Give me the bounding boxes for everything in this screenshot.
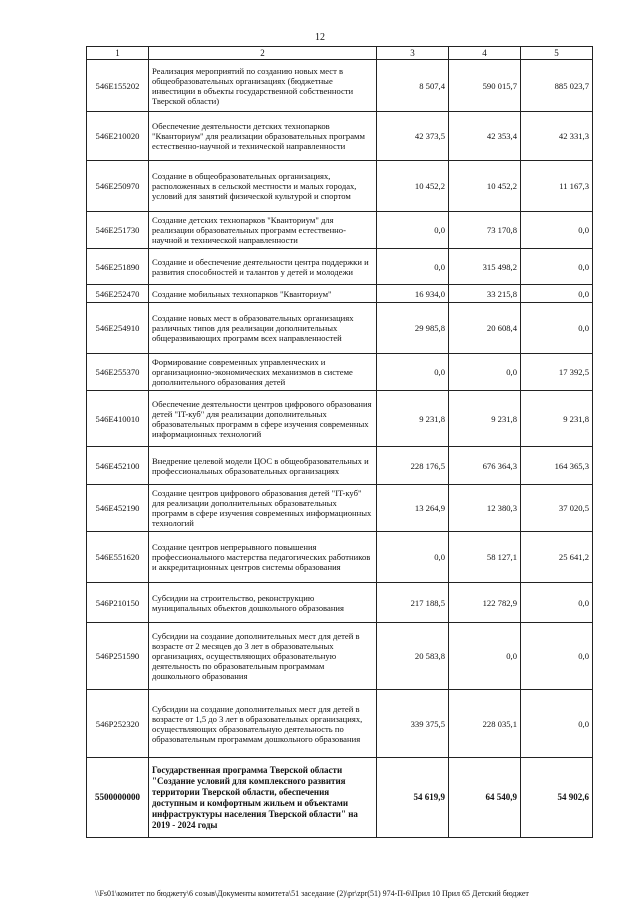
table-row — [87, 583, 593, 623]
value-2024-cell: 164 365,3 — [521, 447, 593, 485]
item-name-cell: Создание и обеспечение деятельности центра поддержки и развития способностей и талантов у детей и молодежи — [149, 249, 377, 285]
value-2023-cell: 73 170,8 — [449, 212, 521, 249]
table-row — [87, 485, 593, 532]
item-name-cell: Создание центров непрерывного повышения профессионального мастерства педагогических работников и аккредитационных центров системы образования — [149, 532, 377, 583]
budget-code-cell: 546E251730 — [87, 212, 149, 249]
value-2024-cell: 0,0 — [521, 583, 593, 623]
item-name-cell: Создание центров цифрового образования детей "IT-куб" для реализации дополнительных образовательных программ в сфере изучения современных информационных технологий — [149, 485, 377, 532]
value-2023-cell: 122 782,9 — [449, 583, 521, 623]
table-row — [87, 447, 593, 485]
budget-code-cell: 546E255370 — [87, 354, 149, 391]
item-name-cell: Формирование современных управленческих и организационно-экономических механизмов в системе дополнительного образования детей — [149, 354, 377, 391]
value-2022-cell: 29 985,8 — [377, 303, 449, 354]
table-row — [87, 212, 593, 249]
value-2024-cell: 0,0 — [521, 690, 593, 758]
value-2023-cell: 228 035,1 — [449, 690, 521, 758]
table-row — [87, 285, 593, 303]
value-2024-cell: 54 902,6 — [521, 758, 593, 838]
column-header: 1 — [87, 47, 149, 60]
column-header: 2 — [149, 47, 377, 60]
value-2024-cell: 0,0 — [521, 285, 593, 303]
item-name-cell: Субсидии на создание дополнительных мест для детей в возрасте от 1,5 до 3 лет в образовательных организациях, осуществляющих образовательную деятельность по образовательным программам дошкольного образования — [149, 690, 377, 758]
value-2023-cell: 0,0 — [449, 623, 521, 690]
table-row — [87, 303, 593, 354]
item-name-cell: Создание мобильных технопарков "Кванториум" — [149, 285, 377, 303]
value-2022-cell: 0,0 — [377, 212, 449, 249]
budget-code-cell: 546E210020 — [87, 112, 149, 161]
item-name-cell: Создание новых мест в образовательных организациях различных типов для реализации дополнительных общеразвивающих программ всех направленностей — [149, 303, 377, 354]
budget-code-cell: 546E551620 — [87, 532, 149, 583]
value-2024-cell: 9 231,8 — [521, 391, 593, 447]
value-2024-cell: 25 641,2 — [521, 532, 593, 583]
value-2023-cell: 64 540,9 — [449, 758, 521, 838]
value-2022-cell: 20 583,8 — [377, 623, 449, 690]
value-2022-cell: 8 507,4 — [377, 60, 449, 112]
budget-code-cell: 546E155202 — [87, 60, 149, 112]
item-name-cell: Субсидии на строительство, реконструкцию муниципальных объектов дошкольного образования — [149, 583, 377, 623]
item-name-cell: Обеспечение деятельности центров цифрового образования детей "IT-куб" для реализации дополнительных образовательных программ в сфере изучения современных информационных технологий — [149, 391, 377, 447]
budget-code-cell: 546E254910 — [87, 303, 149, 354]
budget-code-cell: 546E452100 — [87, 447, 149, 485]
value-2022-cell: 339 375,5 — [377, 690, 449, 758]
item-name-cell: Государственная программа Тверской области "Создание условий для комплексного развития территории Тверской области, обеспечения доступным и комфортным жильем и объектами инфраструктуры населения Тверской области" на 2019 - 2024 годы — [149, 758, 377, 838]
budget-code-cell: 546E410010 — [87, 391, 149, 447]
value-2024-cell: 37 020,5 — [521, 485, 593, 532]
value-2024-cell: 0,0 — [521, 249, 593, 285]
table-row — [87, 60, 593, 112]
table-row — [87, 112, 593, 161]
value-2023-cell: 676 364,3 — [449, 447, 521, 485]
table-row — [87, 391, 593, 447]
budget-code-cell: 546P252320 — [87, 690, 149, 758]
value-2023-cell: 12 380,3 — [449, 485, 521, 532]
value-2022-cell: 16 934,0 — [377, 285, 449, 303]
value-2022-cell: 42 373,5 — [377, 112, 449, 161]
value-2023-cell: 33 215,8 — [449, 285, 521, 303]
table-row — [87, 532, 593, 583]
value-2023-cell: 590 015,7 — [449, 60, 521, 112]
budget-code-cell: 5500000000 — [87, 758, 149, 838]
table-header-row — [87, 47, 593, 60]
item-name-cell: Реализация мероприятий по созданию новых мест в общеобразовательных организациях (бюджетные инвестиции в объекты государственной собственности Тверской области) — [149, 60, 377, 112]
table-row — [87, 690, 593, 758]
value-2024-cell: 17 392,5 — [521, 354, 593, 391]
value-2024-cell: 0,0 — [521, 212, 593, 249]
value-2022-cell: 9 231,8 — [377, 391, 449, 447]
table-row — [87, 249, 593, 285]
column-header: 3 — [377, 47, 449, 60]
item-name-cell: Создание детских технопарков "Кванториум" для реализации образовательных программ естественно-научной и технической направленности — [149, 212, 377, 249]
value-2022-cell: 0,0 — [377, 249, 449, 285]
value-2022-cell: 13 264,9 — [377, 485, 449, 532]
value-2022-cell: 0,0 — [377, 354, 449, 391]
column-header: 4 — [449, 47, 521, 60]
value-2023-cell: 315 498,2 — [449, 249, 521, 285]
value-2023-cell: 42 353,4 — [449, 112, 521, 161]
value-2022-cell: 10 452,2 — [377, 161, 449, 212]
budget-code-cell: 546E251890 — [87, 249, 149, 285]
value-2022-cell: 217 188,5 — [377, 583, 449, 623]
value-2024-cell: 885 023,7 — [521, 60, 593, 112]
item-name-cell: Создание в общеобразовательных организациях, расположенных в сельской местности и малых городах, условий для занятий физической культурой и спортом — [149, 161, 377, 212]
value-2024-cell: 11 167,3 — [521, 161, 593, 212]
value-2024-cell: 42 331,3 — [521, 112, 593, 161]
table-row — [87, 623, 593, 690]
file-path-footer: \\Fs01\комитет по бюджету\6 созыв\Документы комитета\51 заседание (2)\pr\zpr(51) 974-П-6\Прил 10 Прил 65 Детский бюджет — [95, 889, 529, 898]
page-number: 12 — [315, 32, 325, 43]
table-row — [87, 354, 593, 391]
value-2023-cell: 20 608,4 — [449, 303, 521, 354]
value-2022-cell: 228 176,5 — [377, 447, 449, 485]
value-2023-cell: 0,0 — [449, 354, 521, 391]
table-row — [87, 758, 593, 838]
value-2024-cell: 0,0 — [521, 303, 593, 354]
value-2022-cell: 54 619,9 — [377, 758, 449, 838]
budget-code-cell: 546E252470 — [87, 285, 149, 303]
value-2024-cell: 0,0 — [521, 623, 593, 690]
column-header: 5 — [521, 47, 593, 60]
value-2022-cell: 0,0 — [377, 532, 449, 583]
budget-code-cell: 546E452190 — [87, 485, 149, 532]
value-2023-cell: 9 231,8 — [449, 391, 521, 447]
budget-code-cell: 546P251590 — [87, 623, 149, 690]
item-name-cell: Обеспечение деятельности детских технопарков "Кванториум" для реализации образовательных программ естественно-научной и технической направленности — [149, 112, 377, 161]
value-2023-cell: 58 127,1 — [449, 532, 521, 583]
budget-table — [86, 46, 593, 838]
table-row — [87, 161, 593, 212]
budget-code-cell: 546P210150 — [87, 583, 149, 623]
item-name-cell: Субсидии на создание дополнительных мест для детей в возрасте от 2 месяцев до 3 лет в образовательных организациях, осуществляющих образовательную деятельность по образовательным программам дошкольного образования — [149, 623, 377, 690]
budget-code-cell: 546E250970 — [87, 161, 149, 212]
item-name-cell: Внедрение целевой модели ЦОС в общеобразовательных и профессиональных образовательных организациях — [149, 447, 377, 485]
value-2023-cell: 10 452,2 — [449, 161, 521, 212]
